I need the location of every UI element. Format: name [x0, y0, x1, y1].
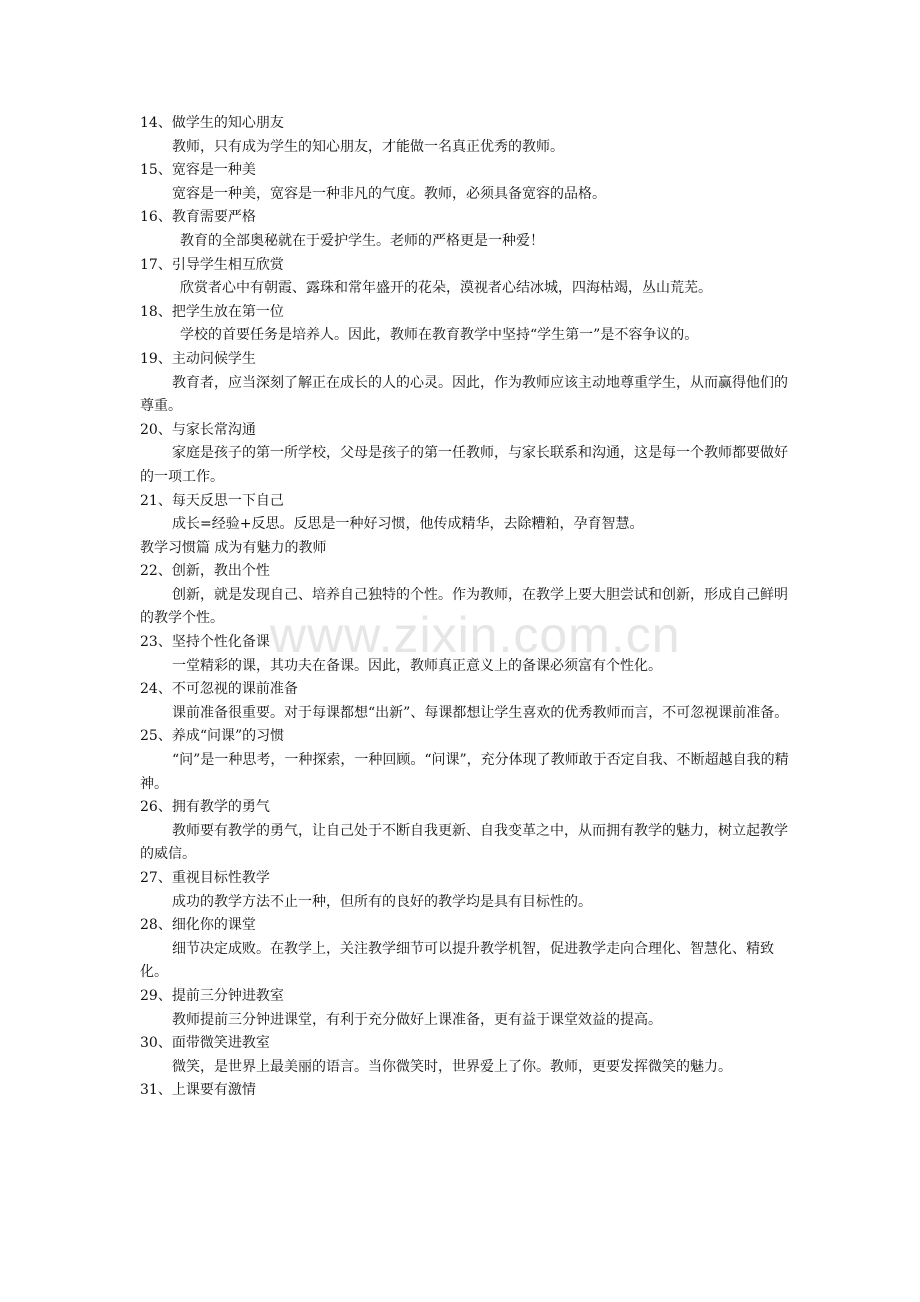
item-heading: 28、细化你的课堂	[140, 917, 256, 934]
item-text: 教育者，应当深刻了解正在成长的人的心灵。因此，作为教师应该主动地尊重学生，从而赢得他们的尊重。	[140, 374, 788, 415]
item-text: 学校的首要任务是培养人。因此，教师在教育教学中坚持“学生第一”是不容争议的。	[180, 327, 699, 344]
item-text: 教师提前三分钟进课堂，有利于充分做好上课准备，更有益于课堂效益的提高。	[172, 1011, 662, 1028]
item-heading: 20、与家长常沟通	[140, 421, 256, 438]
item-heading: 21、每天反思一下自己	[140, 492, 284, 509]
item-heading: 17、引导学生相互欣赏	[140, 256, 284, 273]
watermark: www.zixin.com.cn	[270, 607, 681, 663]
item-text: 宽容是一种美，宽容是一种非凡的气度。教师，必须具备宽容的品格。	[172, 185, 606, 202]
item-heading: 14、做学生的知心朋友	[140, 115, 284, 131]
item-heading: 25、养成“问课”的习惯	[140, 728, 285, 745]
item-text: 微笑，是世界上最美丽的语言。当你微笑时，世界爱上了你。教师，更要发挥微笑的魅力。	[172, 1058, 732, 1075]
item-text: 教育的全部奥秘就在于爱护学生。老师的严格更是一种爱！	[180, 232, 544, 249]
item-heading: 27、重视目标性教学	[140, 870, 270, 886]
item-heading: 31、上课要有激情	[140, 1082, 256, 1099]
item-text: 成功的教学方法不止一种，但所有的良好的教学均是具有目标性的。	[172, 893, 592, 910]
item-text: 创新，就是发现自己、培养自己独特的个性。作为教师，在教学上要大胆尝试和创新，形成自己鲜明的教学个性。	[140, 586, 788, 627]
item-text: 成长=经验+反思。反思是一种好习惯，他传成精华，去除糟粕，孕育智慧。	[172, 516, 644, 533]
item-text: 课前准备很重要。对于每课都想“出新”、每课都想让学生喜欢的优秀教师而言，不可忽视课前准备。	[172, 704, 789, 721]
item-heading: 23、坚持个性化备课	[140, 634, 270, 651]
item-heading: 19、主动问候学生	[140, 350, 256, 367]
item-heading: 26、拥有教学的勇气	[140, 799, 270, 816]
item-text: 欣赏者心中有朝霞、露珠和常年盛开的花朵，漠视者心结冰城，四海枯竭，丛山荒芜。	[180, 280, 712, 297]
item-text: 一堂精彩的课，其功夫在备课。因此，教师真正意义上的备课必须富有个性化。	[172, 657, 662, 674]
document-body	[140, 112, 800, 1103]
item-text: “问”是一种思考，一种探索，一种回顾。“问课”，充分体现了教师敢于否定自我、不断超越自我的精神。	[140, 752, 789, 792]
item-text: 教师要有教学的勇气，让自己处于不断自我更新、自我变革之中，从而拥有教学的魅力，树立起教学的威信。	[140, 822, 788, 863]
section-title: 教学习惯篇 成为有魅力的教师	[140, 539, 327, 556]
item-text: 家庭是孩子的第一所学校，父母是孩子的第一任教师，与家长联系和沟通，这是每一个教师都要做好的一项工作。	[140, 445, 788, 485]
item-heading: 15、宽容是一种美	[140, 162, 256, 179]
item-heading: 24、不可忽视的课前准备	[140, 681, 298, 698]
item-heading: 18、把学生放在第一位	[140, 303, 284, 320]
item-heading: 22、创新，教出个性	[140, 563, 270, 580]
item-heading: 29、提前三分钟进教室	[140, 987, 284, 1004]
item-text: 细节决定成败。在教学上，关注教学细节可以提升教学机智，促进教学走向合理化、智慧化、精致化。	[140, 940, 774, 981]
item-heading: 30、面带微笑进教室	[140, 1035, 270, 1052]
item-text: 教师，只有成为学生的知心朋友，才能做一名真正优秀的教师。	[172, 138, 564, 155]
item-heading: 16、教育需要严格	[140, 209, 256, 226]
